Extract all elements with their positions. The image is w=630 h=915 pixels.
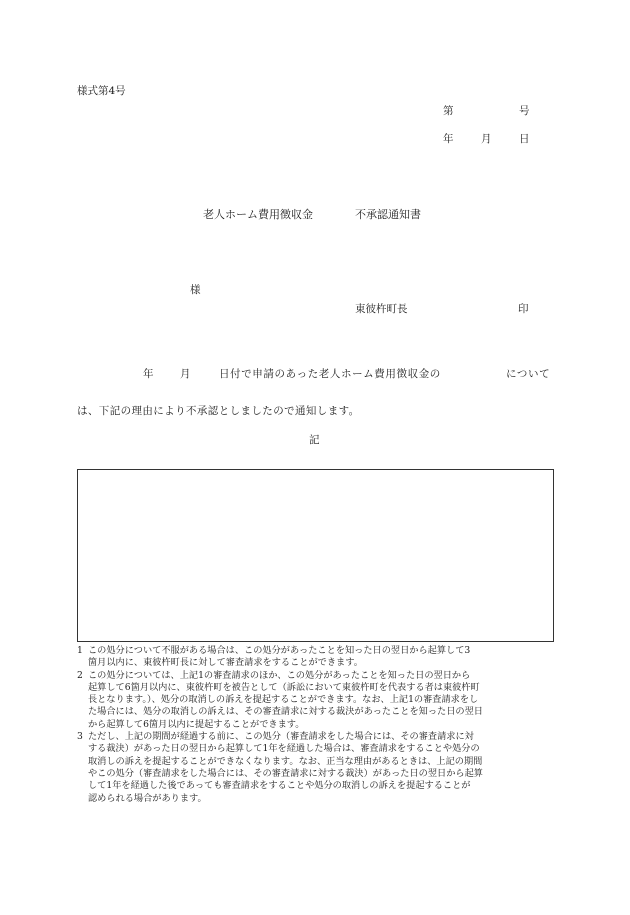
seal-mark: 印: [518, 303, 529, 315]
document-title: 老人ホーム費用徴収金: [203, 208, 313, 221]
reason-box: [77, 469, 554, 642]
addressee-honorific: 様: [190, 284, 201, 296]
note-number: 1: [77, 645, 83, 656]
number-suffix: 号: [519, 105, 530, 117]
note-line: から起算して6箇月以内に提起することができます。: [88, 718, 305, 730]
document-subtitle: 不承認通知書: [355, 208, 421, 221]
body-text-line2: は、下記の理由により不承認としましたので通知します。: [77, 405, 360, 417]
form-number: 様式第4号: [77, 85, 126, 97]
body-text-line1-end: について: [506, 368, 551, 380]
note-line: 起算して6箇月以内に、東彼杵町を被告として（訴訟において東彼杵町を代表する者は東彼杵町: [88, 681, 480, 693]
note-number: 2: [77, 669, 83, 681]
note-line: して1年を経過した後であっても審査請求をすることや処分の取消しの訴えを提起することが: [88, 780, 471, 792]
note-line: 取消しの訴えを提起することができなくなります。なお、正当な理由があるときは、上記の期間: [88, 755, 483, 767]
note-line: 長となります。）、処分の取消しの訴えを提起することができます。なお、上記1の審査請求をし: [88, 694, 479, 706]
note-line: ただし、上記の期間が経過する前に、この処分（審査請求をした場合には、その審査請求に対: [88, 731, 474, 743]
note-number: 3: [77, 731, 83, 743]
note-line: やこの処分（審査請求をした場合には、その審査請求に対する裁決）があった日の翌日から起算: [88, 767, 483, 779]
note-line: この処分については、上記1の審査請求のほか、この処分があったことを知った日の翌日から: [88, 669, 471, 681]
note-line: 箇月以内に、東彼杵町長に対して審査請求をすることができます。: [88, 657, 363, 669]
date-year: 年: [443, 133, 454, 145]
note-item: [77, 670, 557, 731]
note-line: する裁決）があった日の翌日から起算して1年を経過した場合は、審査請求をすることや処分の: [88, 743, 480, 755]
sender-name: 東彼杵町長: [355, 303, 408, 315]
note-line: た場合には、処分の取消しの訴えは、その審査請求に対する裁決があったことを知った日の翌日: [88, 706, 483, 718]
date-month: 月: [481, 133, 492, 145]
note-item: [77, 645, 557, 670]
notes-section: [77, 645, 557, 805]
body-year: 年: [143, 368, 154, 380]
body-month: 月: [180, 368, 191, 380]
body-text-line1: 日付で申請のあった老人ホーム費用徴収金の: [219, 368, 441, 380]
date-day: 日: [519, 133, 530, 145]
note-item: [77, 731, 557, 805]
record-heading: 記: [309, 434, 320, 446]
note-line: この処分について不服がある場合は、この処分があったことを知った日の翌日から起算して3: [88, 645, 471, 656]
number-prefix: 第: [443, 105, 454, 117]
note-line: 認められる場合があります。: [88, 792, 207, 804]
